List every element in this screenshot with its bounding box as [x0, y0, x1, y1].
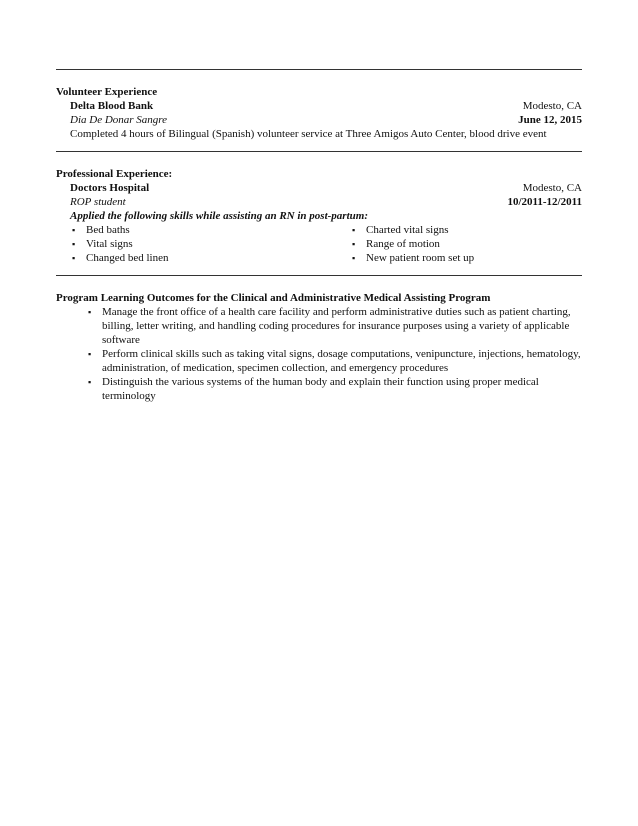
divider-volunteer: [56, 151, 582, 152]
skills-columns: [72, 223, 582, 265]
bullet-icon: ▪: [88, 349, 92, 359]
bullet-icon: ▪: [352, 239, 356, 249]
volunteer-event: Dia De Donar Sangre: [70, 114, 168, 126]
outcome-item: ▪ Distinguish the various systems of the human body and explain their function using proper medical terminology: [88, 376, 539, 402]
professional-dates: 10/2011-12/2011: [507, 196, 582, 208]
professional-org: Doctors Hospital: [70, 182, 150, 194]
professional-location: Modesto, CA: [522, 182, 582, 194]
outcomes-list: [88, 305, 582, 403]
volunteer-date: June 12, 2015: [518, 114, 582, 126]
skill-item: ▪ Range of motion: [352, 238, 440, 250]
professional-role: ROP student: [70, 196, 126, 208]
volunteer-description: Completed 4 hours of Bilingual (Spanish) volunteer service at Three Amigos Auto Center, blood drive event: [70, 128, 547, 140]
skills-intro: Applied the following skills while assisting an RN in post-partum:: [70, 210, 368, 222]
outcomes-section: [56, 291, 582, 403]
skill-item: ▪ Bed baths: [72, 224, 130, 236]
volunteer-location: Modesto, CA: [522, 100, 582, 112]
skills-right-column: [352, 223, 474, 265]
divider-professional: [56, 275, 582, 276]
professional-heading: Professional Experience:: [56, 168, 173, 180]
professional-section: [56, 167, 582, 265]
outcome-item: ▪ Manage the front office of a health care facility and perform administrative duties such as patient charting, billing, letter writing, and handling coding procedures for insurance purposes using a variety of applicable software: [88, 306, 571, 346]
volunteer-heading: Volunteer Experience: [56, 86, 158, 98]
volunteer-section: [56, 85, 582, 141]
skill-item: ▪ New patient room set up: [352, 252, 475, 264]
skills-left-column: [72, 223, 168, 265]
bullet-icon: ▪: [88, 307, 92, 317]
bullet-icon: ▪: [72, 239, 76, 249]
skill-item: ▪ Vital signs: [72, 238, 133, 250]
bullet-icon: ▪: [72, 253, 76, 263]
volunteer-org: Delta Blood Bank: [70, 100, 154, 112]
bullet-icon: ▪: [72, 225, 76, 235]
bullet-icon: ▪: [352, 225, 356, 235]
skill-item: ▪ Charted vital signs: [352, 224, 449, 236]
bullet-icon: ▪: [352, 253, 356, 263]
bullet-icon: ▪: [88, 377, 92, 387]
divider-top: [56, 69, 582, 70]
skill-item: ▪ Changed bed linen: [72, 252, 169, 264]
outcomes-heading: Program Learning Outcomes for the Clinical and Administrative Medical Assisting Program: [56, 292, 491, 304]
outcome-item: ▪ Perform clinical skills such as taking vital signs, dosage computations, venipuncture, injections, hematology, administration, of medication, specimen collection, and emergency procedures: [88, 348, 581, 374]
